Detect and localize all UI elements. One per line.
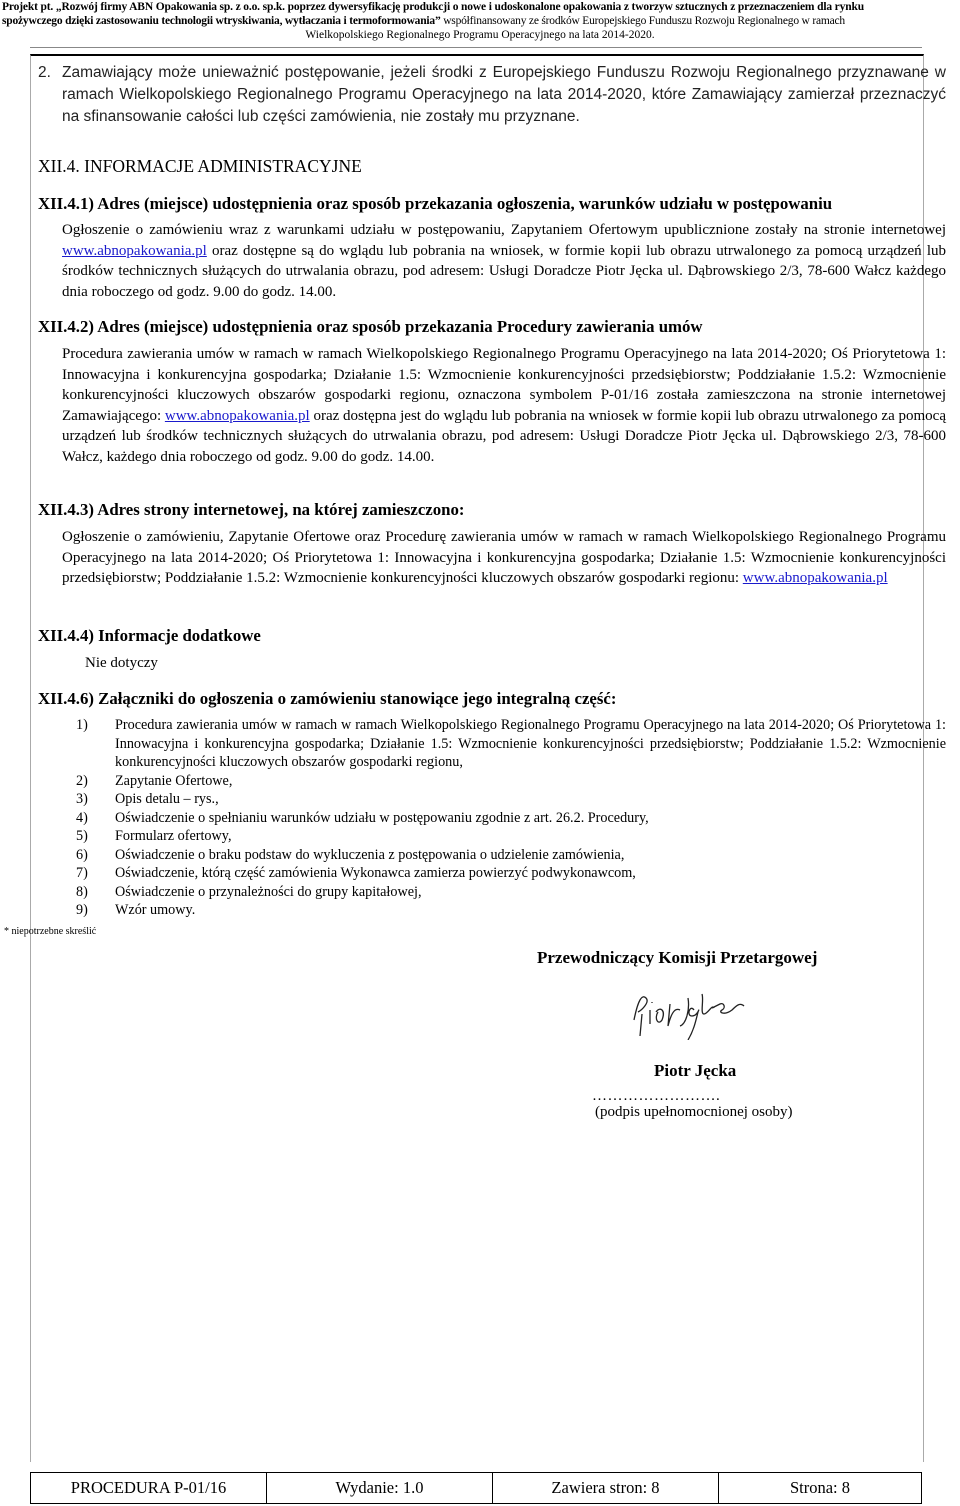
list-item-number: 1) (76, 717, 88, 733)
s1-text-a: Ogłoszenie o zamówieniu wraz z warunkami udziału w postępowaniu, Zapytaniem Ofertowym upublicznione zostały na stronie internetowej (62, 222, 946, 238)
s1-text-b: oraz dostępne są do wglądu lub pobrania na wniosek, w formie kopii lub obrazu utrwalonego za pomocą urządzeń lub środków technicznych służących do utrwalania obrazu, pod adresem: Usługi Doradcze Piotr Jęcka ul. Dąbrowskiego 2/3, 78-600 Wałcz każdego dnia roboczego od godz. 9.00 do godz. 14.00. (62, 242, 946, 300)
signatory-name: Piotr Jęcka (654, 1061, 737, 1080)
s4-text: Nie dotyczy (85, 655, 158, 671)
footer-edition: Wydanie: 1.0 (267, 1473, 493, 1504)
list-item-text: Oświadczenie o przynależności do grupy kapitałowej, (115, 883, 422, 900)
header-line-2 (0, 14, 960, 28)
s1-text (62, 220, 946, 302)
signature-dots: ……………………. (592, 1088, 721, 1104)
list-item-text: Opis detalu – rys., (115, 791, 219, 807)
s2-website-link[interactable]: www.abnopakowania.pl (164, 407, 310, 424)
signature-title: Przewodniczący Komisji Przetargowej (537, 948, 818, 967)
s3-website-link[interactable]: www.abnopakowania.pl (742, 570, 888, 586)
s1-heading: XII.4.1) Adres (miejsce) udostępnienia oraz sposób przekazania ogłoszenia, warunków udziału w postępowaniu (38, 194, 833, 213)
point-number: 2. (38, 64, 51, 81)
list-item (76, 883, 946, 902)
list-item (76, 864, 946, 883)
list-item-text: Oświadczenie, którą część zamówienia Wykonawca zamierza powierzyć podwykonawcom, (115, 865, 636, 881)
list-item-number: 8) (76, 883, 88, 900)
list-item (76, 846, 946, 865)
footer-pages-total: Zawiera stron: 8 (493, 1473, 719, 1504)
list-item (76, 716, 946, 772)
handwritten-signature (628, 980, 748, 1040)
paragraph-point-2 (38, 62, 946, 128)
list-item (76, 772, 946, 791)
s3-text-a: Ogłoszenie o zamówieniu, Zapytanie Ofertowe oraz Procedurę zawierania umów w ramach w ramach Wielkopolskiego Regionalnego Programu Operacyjnego na lata 2014-2020; Oś Priorytetowa 1: Innowacyjna i konkurencyjna gospodarka; Działanie 1.5: Wzmocnienie konkurencyjności przedsiębiorstw; Poddziałanie 1.5.2: Wzmocnienie konkurencyjności kluczowych obszarów gospodarki regionu: (62, 529, 946, 586)
s3-heading: XII.4.3) Adres strony internetowej, na której zamieszczono: (38, 500, 465, 519)
s4-heading: XII.4.4) Informacje dodatkowe (38, 626, 261, 645)
header-project-title-cont: poprzez dywersyfikację produkcji o nowe i udoskonalone opakowania z tworzyw sztucznych z przeznaczeniem dla rynku (284, 1, 864, 13)
signature-caption: (podpis upełnomocnionej osoby) (595, 1104, 793, 1120)
point-2-text: Zamawiający może unieważnić postępowanie, jeżeli środki z Europejskiego Funduszu Rozwoju Regionalnego przyznawane w ramach Wielkopolskiego Regionalnego Programu Operacyjnego na lata 2014-2020, które Zamawiający zamierzał przeznaczyć na sfinansowanie całości lub części zamówienia, nie zostały mu przyznane. (62, 64, 946, 125)
section-title: XII.4. INFORMACJE ADMINISTRACYJNE (38, 156, 362, 176)
s6-heading: XII.4.6) Załączniki do ogłoszenia o zamówieniu stanowiące jego integralną część: (38, 689, 617, 708)
list-item-text: Zapytanie Ofertowe, (115, 772, 233, 789)
list-item-text: Oświadczenie o braku podstaw do wykluczenia z postępowania o udzielenie zamówienia, (115, 846, 625, 863)
list-item-number: 7) (76, 865, 88, 881)
attachments-list (76, 716, 946, 920)
list-item-number: 6) (76, 846, 88, 863)
header-divider (30, 47, 922, 48)
list-item-number: 5) (76, 828, 88, 844)
s3-text (62, 527, 946, 589)
footer-procedure: PROCEDURA P-01/16 (31, 1473, 267, 1504)
page-footer (30, 1472, 922, 1504)
list-item-text: Formularz ofertowy, (115, 828, 232, 844)
header-project-title-end: spożywczego dzięki zastosowaniu technologii wtryskiwania, wytłaczania i termoformowania” (2, 15, 441, 27)
s2-text (62, 344, 946, 467)
header-project-title: Projekt pt. „Rozwój firmy ABN Opakowania sp. z o.o. sp.k. (2, 1, 285, 13)
list-item (76, 790, 946, 809)
list-item-text: Wzór umowy. (115, 902, 196, 918)
header-line-1 (0, 0, 960, 14)
s2-heading: XII.4.2) Adres (miejsce) udostępnienia oraz sposób przekazania Procedury zawierania umów (38, 317, 703, 336)
s1-website-link[interactable]: www.abnopakowania.pl (62, 242, 207, 259)
s2-text-b: oraz dostępna jest do wglądu lub pobrania na wniosek w formie kopii lub obrazu utrwalonego za pomocą urządzeń lub środków technicznych służących do utrwalania obrazu, pod adresem: Usługi Doradcze Piotr Jęcka ul. Dąbrowskiego 2/3, 78-600 Wałcz, każdego dnia roboczego od godz. 9.00 do godz. 14.00. (62, 407, 946, 465)
list-item-number: 9) (76, 902, 88, 918)
header-funding: współfinansowany ze środków Europejskiego Funduszu Rozwoju Regionalnego w ramach (440, 15, 845, 27)
footnote: * niepotrzebne skreślić (4, 926, 97, 937)
s2-text-a: Procedura zawierania umów w ramach w ramach Wielkopolskiego Regionalnego Programu Operacyjnego na lata 2014-2020; Oś Priorytetowa 1: Innowacyjna i konkurencyjna gospodarka; Działanie 1.5: Wzmocnienie konkurencyjności przedsiębiorstw; Poddziałanie 1.5.2: Wzmocnienie konkurencyjności kluczowych obszarów gospodarki regionu, oznaczona symbolem P-01/16 została zamieszczona na stronie internetowej Zamawiającego: (62, 346, 946, 424)
header-line-3: Wielkopolskiego Regionalnego Programu Operacyjnego na lata 2014-2020. (305, 29, 655, 41)
list-item-number: 3) (76, 791, 88, 807)
footer-page-number: Strona: 8 (719, 1473, 922, 1504)
list-item (76, 901, 946, 920)
list-item (76, 809, 946, 828)
list-item-text: Oświadczenie o spełnianiu warunków udziału w postępowaniu zgodnie z art. 26.2. Procedury, (115, 809, 649, 826)
list-item-number: 2) (76, 772, 88, 789)
list-item (76, 827, 946, 846)
list-item-number: 4) (76, 809, 88, 826)
list-item-text: Procedura zawierania umów w ramach w ramach Wielkopolskiego Regionalnego Programu Operacyjnego na lata 2014-2020; Oś Priorytetowa 1: Innowacyjna i konkurencyjna gospodarka; Działanie 1.5: Wzmocnienie konkurencyjności przedsiębiorstw; Poddziałanie 1.5.2: Wzmocnienie konkurencyjności kluczowych obszarów gospodarki regionu, (115, 717, 946, 770)
document-header (0, 0, 960, 42)
